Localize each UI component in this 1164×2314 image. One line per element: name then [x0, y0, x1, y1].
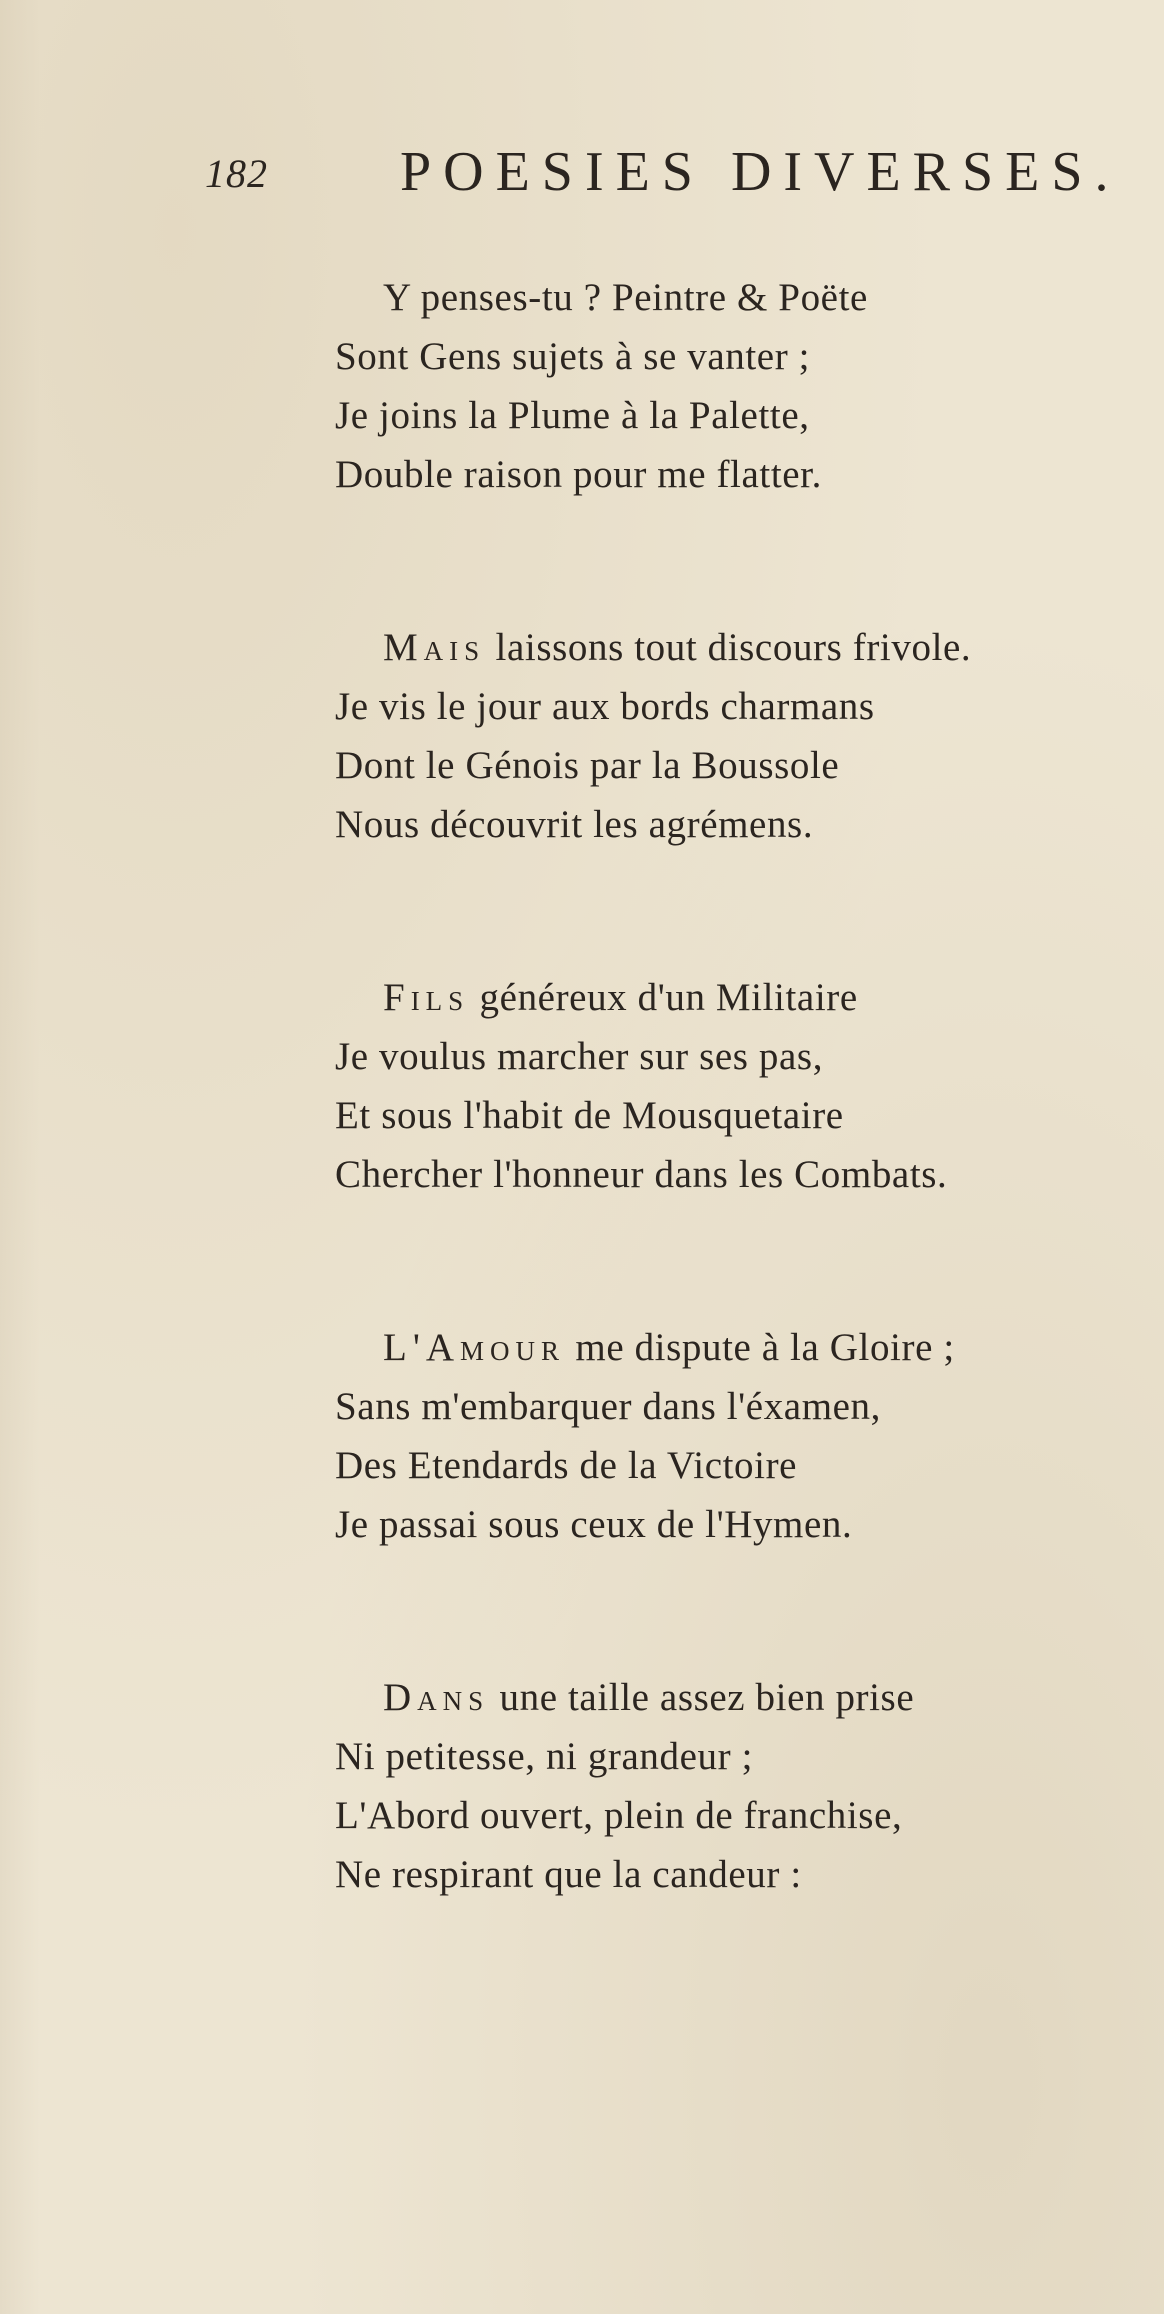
verse-line: L'Abord ouvert, plein de franchise,	[335, 1794, 903, 1837]
verse-line: Sont Gens sujets à se vanter ;	[335, 335, 811, 378]
verse-text: me dispute à la Gloire ;	[565, 1326, 955, 1369]
verse-line	[335, 968, 1135, 1027]
stanza-3	[335, 968, 1135, 1204]
verse-line: Je joins la Plume à la Palette,	[335, 394, 810, 437]
verse-text: généreux d'un Militaire	[469, 976, 858, 1019]
verse-line: Chercher l'honneur dans les Combats.	[335, 1153, 948, 1196]
verse-line: Je voulus marcher sur ses pas,	[335, 1035, 824, 1078]
verse-line: Ni petitesse, ni grandeur ;	[335, 1735, 754, 1778]
verse-line	[335, 268, 1135, 327]
verse-text: Y penses-tu ? Peintre & Poëte	[383, 276, 868, 319]
verse-line: Je passai sous ceux de l'Hymen.	[335, 1503, 853, 1546]
stanza-5	[335, 1668, 1135, 1904]
verse-line: Des Etendards de la Victoire	[335, 1444, 798, 1487]
verse-line	[335, 618, 1135, 677]
poem	[335, 268, 1135, 2018]
verse-line	[335, 1668, 1135, 1727]
stanza-lead-word: L'Amour	[383, 1326, 566, 1369]
stanza-2	[335, 618, 1135, 854]
verse-line: Ne respirant que la candeur :	[335, 1853, 802, 1896]
page-number: 182	[205, 151, 268, 196]
verse-line: Double raison pour me flatter.	[335, 453, 822, 496]
stanza-lead-word: Dans	[383, 1676, 490, 1719]
verse-line: Je vis le jour aux bords charmans	[335, 685, 875, 728]
stanza-4	[335, 1318, 1135, 1554]
stanza-lead-word: Mais	[383, 626, 486, 669]
running-title: POESIES DIVERSES.	[400, 141, 1121, 203]
stanza-lead-word: Fils	[383, 976, 470, 1019]
verse-line: Dont le Génois par la Boussole	[335, 744, 840, 787]
verse-line: Et sous l'habit de Mousquetaire	[335, 1094, 844, 1137]
page-header	[205, 140, 1121, 220]
verse-line	[335, 1318, 1135, 1377]
verse-text: laissons tout discours frivole.	[485, 626, 972, 669]
verse-line: Nous découvrit les agrémens.	[335, 803, 814, 846]
stanza-1	[335, 268, 1135, 504]
verse-line: Sans m'embarquer dans l'éxamen,	[335, 1385, 881, 1428]
verse-text: une taille assez bien prise	[489, 1676, 915, 1719]
